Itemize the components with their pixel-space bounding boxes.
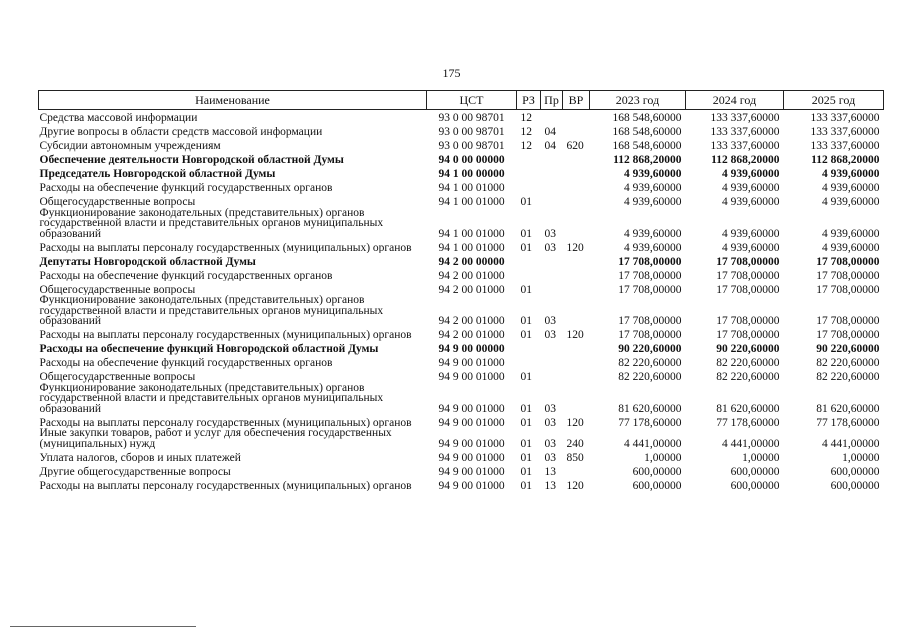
row-cst: 94 9 00 01000	[438, 479, 505, 491]
row-vr: 850	[566, 451, 584, 463]
row-amount-2023: 82 220,60000	[618, 371, 682, 383]
row-pr: 03	[544, 402, 556, 414]
row-name: Другие общегосударственные вопросы	[39, 465, 231, 477]
row-amount-2025: 82 220,60000	[816, 357, 880, 369]
row-rz: 01	[520, 196, 532, 208]
row-amount-2025: 600,00000	[830, 479, 880, 491]
row-amount-2024: 17 708,00000	[716, 269, 780, 281]
row-cst: 94 2 00 00000	[438, 255, 505, 267]
row-amount-2024: 4 441,00000	[722, 437, 780, 449]
row-amount-2024: 82 220,60000	[716, 357, 780, 369]
budget-table	[38, 90, 884, 491]
row-amount-2023: 17 708,00000	[618, 269, 682, 281]
row-cst: 94 2 00 01000	[438, 269, 505, 281]
row-name: Расходы на обеспечение функций государственных органов	[39, 269, 333, 281]
row-amount-2024: 600,00000	[730, 479, 780, 491]
row-amount-2025: 133 337,60000	[810, 112, 880, 124]
row-vr	[563, 194, 590, 208]
row-rz	[517, 341, 541, 355]
table-row	[39, 414, 884, 428]
row-vr	[563, 110, 590, 124]
row-pr	[541, 341, 563, 355]
row-amount-2025: 4 939,60000	[822, 182, 880, 194]
row-rz: 01	[520, 479, 532, 491]
row-amount-2024: 81 620,60000	[716, 402, 780, 414]
row-rz: 01	[520, 416, 532, 428]
table-row	[39, 166, 884, 180]
row-pr	[541, 253, 563, 267]
row-cst: 94 1 00 01000	[438, 227, 505, 239]
header-2023: 2023 год	[590, 91, 686, 110]
row-pr	[541, 180, 563, 194]
row-amount-2024: 90 220,60000	[716, 343, 780, 355]
footer-divider	[10, 626, 196, 627]
row-amount-2025: 17 708,00000	[816, 269, 880, 281]
row-rz: 01	[520, 465, 532, 477]
row-amount-2023: 17 708,00000	[618, 255, 682, 267]
table-row	[39, 124, 884, 138]
row-cst: 94 9 00 01000	[438, 416, 505, 428]
row-rz: 01	[520, 227, 532, 239]
row-amount-2025: 4 939,60000	[822, 227, 880, 239]
row-name: Депутаты Новгородской областной Думы	[39, 255, 256, 267]
row-rz: 01	[520, 315, 532, 327]
row-amount-2023: 17 708,00000	[618, 283, 682, 295]
table-row	[39, 110, 884, 124]
row-pr	[541, 369, 563, 383]
row-amount-2023: 81 620,60000	[618, 402, 682, 414]
row-amount-2023: 600,00000	[632, 465, 682, 477]
row-pr	[541, 166, 563, 180]
row-vr	[563, 463, 590, 477]
row-rz: 01	[520, 437, 532, 449]
row-amount-2025: 4 939,60000	[822, 241, 880, 253]
row-vr: 620	[566, 140, 584, 152]
row-vr	[563, 295, 590, 327]
table-row	[39, 449, 884, 463]
row-amount-2023: 1,00000	[644, 451, 682, 463]
row-amount-2025: 4 441,00000	[822, 437, 880, 449]
row-name: Уплата налогов, сборов и иных платежей	[39, 451, 241, 463]
row-cst: 94 1 00 00000	[438, 168, 505, 180]
row-rz	[517, 152, 541, 166]
row-rz	[517, 267, 541, 281]
table-row	[39, 428, 884, 449]
row-pr: 13	[544, 479, 556, 491]
row-rz	[517, 180, 541, 194]
row-cst: 94 1 00 01000	[438, 196, 505, 208]
row-rz: 12	[520, 126, 532, 138]
row-amount-2024: 4 939,60000	[722, 168, 780, 180]
row-amount-2024: 4 939,60000	[722, 196, 780, 208]
row-cst: 94 0 00 00000	[438, 154, 505, 166]
row-amount-2025: 17 708,00000	[816, 255, 880, 267]
table-row	[39, 383, 884, 415]
row-rz	[517, 166, 541, 180]
row-cst: 94 9 00 01000	[438, 437, 505, 449]
row-pr	[541, 281, 563, 295]
row-pr: 03	[544, 437, 556, 449]
row-amount-2024: 17 708,00000	[716, 329, 780, 341]
row-pr	[541, 110, 563, 124]
row-name: Функционирование законодательных (представительных) органов государственной власти и представительных органов муниципальных образований	[39, 382, 384, 414]
row-amount-2024: 133 337,60000	[710, 140, 780, 152]
row-name: Общегосударственные вопросы	[39, 283, 196, 295]
row-rz	[517, 253, 541, 267]
table-row	[39, 327, 884, 341]
row-rz	[517, 355, 541, 369]
row-name: Обеспечение деятельности Новгородской областной Думы	[39, 154, 344, 166]
row-cst: 94 9 00 00000	[438, 343, 505, 355]
header-pr: Пр	[541, 91, 563, 110]
row-amount-2023: 4 441,00000	[624, 437, 682, 449]
row-name: Расходы на обеспечение функций государственных органов	[39, 182, 333, 194]
header-2024: 2024 год	[686, 91, 784, 110]
row-pr	[541, 267, 563, 281]
row-amount-2023: 168 548,60000	[612, 112, 682, 124]
row-amount-2024: 112 868,20000	[711, 154, 780, 166]
row-name: Общегосударственные вопросы	[39, 196, 196, 208]
row-name: Другие вопросы в области средств массовой информации	[39, 126, 323, 138]
row-amount-2024: 4 939,60000	[722, 241, 780, 253]
row-pr	[541, 355, 563, 369]
row-cst: 94 2 00 01000	[438, 283, 505, 295]
row-amount-2025: 82 220,60000	[816, 371, 880, 383]
row-vr	[563, 355, 590, 369]
row-amount-2024: 4 939,60000	[722, 227, 780, 239]
row-amount-2023: 4 939,60000	[624, 168, 682, 180]
row-pr: 03	[544, 416, 556, 428]
row-amount-2024: 4 939,60000	[722, 182, 780, 194]
row-cst: 94 2 00 01000	[438, 315, 505, 327]
row-vr: 120	[566, 241, 584, 253]
row-pr: 04	[544, 126, 556, 138]
row-cst: 94 1 00 01000	[438, 182, 505, 194]
row-amount-2025: 77 178,60000	[816, 416, 880, 428]
row-vr	[563, 166, 590, 180]
row-amount-2025: 133 337,60000	[810, 140, 880, 152]
table-row	[39, 281, 884, 295]
row-amount-2024: 77 178,60000	[716, 416, 780, 428]
row-amount-2025: 1,00000	[842, 451, 880, 463]
row-amount-2023: 4 939,60000	[624, 196, 682, 208]
row-rz: 12	[520, 140, 532, 152]
row-amount-2025: 17 708,00000	[816, 329, 880, 341]
row-name: Иные закупки товаров, работ и услуг для обеспечения государственных (муниципальных) нужд	[39, 428, 392, 449]
row-name: Председатель Новгородской областной Думы	[39, 168, 276, 180]
row-amount-2024: 82 220,60000	[716, 371, 780, 383]
row-vr	[563, 253, 590, 267]
row-amount-2023: 4 939,60000	[624, 241, 682, 253]
row-amount-2023: 17 708,00000	[618, 315, 682, 327]
table-header-row	[39, 91, 884, 110]
row-amount-2023: 4 939,60000	[624, 182, 682, 194]
header-name: Наименование	[39, 91, 427, 110]
row-amount-2023: 17 708,00000	[618, 329, 682, 341]
row-cst: 93 0 00 98701	[438, 126, 505, 138]
row-name: Расходы на выплаты персоналу государственных (муниципальных) органов	[39, 329, 412, 341]
row-vr: 120	[566, 416, 584, 428]
row-name: Расходы на обеспечение функций государственных органов	[39, 357, 333, 369]
table-row	[39, 194, 884, 208]
table-row	[39, 463, 884, 477]
row-cst: 94 9 00 01000	[438, 357, 505, 369]
row-name: Субсидии автономным учреждениям	[39, 140, 221, 152]
row-amount-2023: 600,00000	[632, 479, 682, 491]
row-amount-2025: 81 620,60000	[816, 402, 880, 414]
table-row	[39, 180, 884, 194]
row-amount-2024: 17 708,00000	[716, 255, 780, 267]
row-name: Расходы на выплаты персоналу государственных (муниципальных) органов	[39, 241, 412, 253]
row-cst: 93 0 00 98701	[438, 112, 505, 124]
table-row	[39, 138, 884, 152]
row-pr: 03	[544, 451, 556, 463]
table-row	[39, 152, 884, 166]
row-amount-2024: 17 708,00000	[716, 315, 780, 327]
row-cst: 93 0 00 98701	[438, 140, 505, 152]
row-vr	[563, 383, 590, 415]
row-vr	[563, 152, 590, 166]
row-amount-2023: 4 939,60000	[624, 227, 682, 239]
table-row	[39, 355, 884, 369]
table-row	[39, 208, 884, 240]
page-number: 175	[442, 66, 461, 80]
row-vr	[563, 180, 590, 194]
table-body	[39, 110, 884, 492]
row-rz: 01	[520, 371, 532, 383]
row-vr: 240	[566, 437, 584, 449]
row-name: Расходы на выплаты персоналу государственных (муниципальных) органов	[39, 416, 412, 428]
row-name: Функционирование законодательных (представительных) органов государственной власти и представительных органов муниципальных образований	[39, 295, 384, 327]
row-cst: 94 1 00 01000	[438, 241, 505, 253]
row-amount-2024: 17 708,00000	[716, 283, 780, 295]
row-cst: 94 9 00 01000	[438, 371, 505, 383]
row-amount-2025: 17 708,00000	[816, 283, 880, 295]
row-rz: 01	[520, 241, 532, 253]
row-name: Функционирование законодательных (представительных) органов государственной власти и представительных органов муниципальных образований	[39, 207, 384, 239]
row-vr	[563, 124, 590, 138]
table-row	[39, 267, 884, 281]
table-row	[39, 341, 884, 355]
table-row	[39, 369, 884, 383]
header-rz: РЗ	[517, 91, 541, 110]
row-name: Расходы на выплаты персоналу государственных (муниципальных) органов	[39, 479, 412, 491]
row-vr	[563, 369, 590, 383]
table-row	[39, 477, 884, 491]
row-amount-2025: 112 868,20000	[811, 154, 880, 166]
row-amount-2023: 168 548,60000	[612, 126, 682, 138]
row-vr: 120	[566, 479, 584, 491]
row-amount-2024: 133 337,60000	[710, 112, 780, 124]
row-amount-2025: 4 939,60000	[822, 196, 880, 208]
table-row	[39, 295, 884, 327]
row-rz: 01	[520, 402, 532, 414]
header-vr: ВР	[563, 91, 590, 110]
row-pr: 03	[544, 227, 556, 239]
row-pr: 03	[544, 241, 556, 253]
row-amount-2024: 133 337,60000	[710, 126, 780, 138]
row-pr: 03	[544, 315, 556, 327]
table-row	[39, 239, 884, 253]
row-amount-2025: 4 939,60000	[822, 168, 880, 180]
row-amount-2025: 133 337,60000	[810, 126, 880, 138]
row-amount-2025: 600,00000	[830, 465, 880, 477]
row-amount-2023: 77 178,60000	[618, 416, 682, 428]
row-amount-2024: 600,00000	[730, 465, 780, 477]
row-vr	[563, 281, 590, 295]
row-vr	[563, 341, 590, 355]
row-pr: 13	[544, 465, 556, 477]
table-row	[39, 253, 884, 267]
row-pr: 03	[544, 329, 556, 341]
row-vr	[563, 208, 590, 240]
header-2025: 2025 год	[784, 91, 884, 110]
row-amount-2023: 82 220,60000	[618, 357, 682, 369]
row-amount-2023: 168 548,60000	[612, 140, 682, 152]
row-amount-2025: 17 708,00000	[816, 315, 880, 327]
row-pr	[541, 152, 563, 166]
row-amount-2025: 90 220,60000	[816, 343, 880, 355]
row-amount-2023: 90 220,60000	[618, 343, 682, 355]
row-rz: 01	[520, 283, 532, 295]
row-cst: 94 2 00 01000	[438, 329, 505, 341]
row-name: Средства массовой информации	[39, 112, 198, 124]
row-cst: 94 9 00 01000	[438, 465, 505, 477]
header-cst: ЦСТ	[427, 91, 517, 110]
row-vr: 120	[566, 329, 584, 341]
row-rz: 01	[520, 451, 532, 463]
row-rz: 01	[520, 329, 532, 341]
row-cst: 94 9 00 01000	[438, 402, 505, 414]
row-pr	[541, 194, 563, 208]
row-name: Общегосударственные вопросы	[39, 371, 196, 383]
row-rz: 12	[520, 112, 532, 124]
row-cst: 94 9 00 01000	[438, 451, 505, 463]
row-amount-2023: 112 868,20000	[613, 154, 682, 166]
row-amount-2024: 1,00000	[742, 451, 780, 463]
row-pr: 04	[544, 140, 556, 152]
row-vr	[563, 267, 590, 281]
row-name: Расходы на обеспечение функций Новгородской областной Думы	[39, 343, 379, 355]
